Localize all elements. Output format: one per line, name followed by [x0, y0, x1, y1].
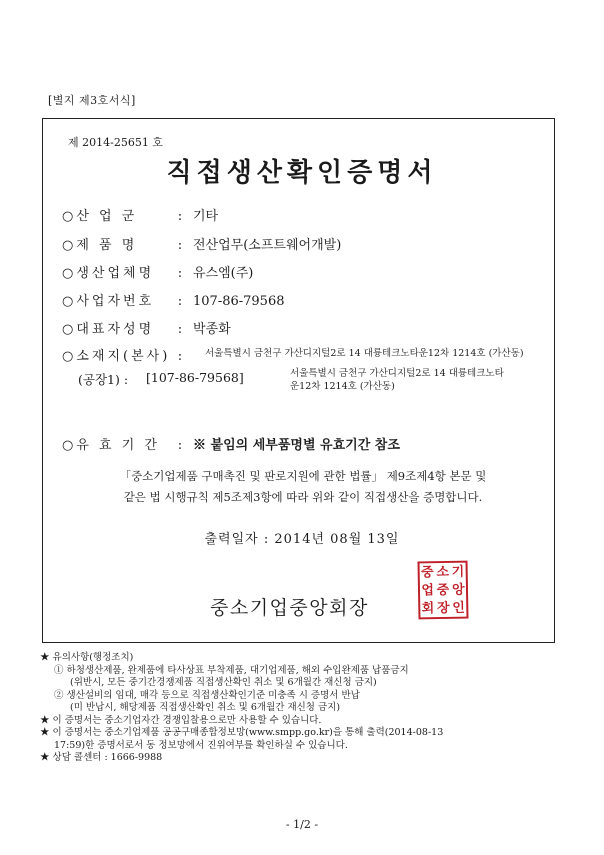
seal-char: 장 — [436, 600, 450, 616]
field-label: ○유 효 기 간 — [62, 438, 160, 453]
seal-char: 업 — [421, 582, 435, 598]
field-label: ○산 업 군 — [62, 209, 138, 224]
field-colon: : — [177, 238, 183, 253]
document-title: 직접생산확인증명서 — [166, 158, 438, 188]
field-colon: : — [177, 349, 183, 364]
field-value: 107-86-79568 — [193, 294, 285, 309]
field-business-number — [62, 290, 285, 309]
field-label: ○제 품 명 — [62, 238, 138, 253]
field-product — [62, 234, 341, 253]
statement-line2: 같은 법 시행규칙 제5조제3항에 따라 위와 같이 직접생산을 증명합니다. — [123, 490, 483, 504]
field-representative — [62, 318, 231, 337]
statement-line1: 「중소기업제품 구매촉진 및 판로지원에 관한 법률」 제9조제4항 본문 및 — [119, 469, 487, 483]
field-label: ○대표자성명 — [62, 322, 155, 337]
field-value: 전산업무(소프트웨어개발) — [193, 238, 342, 253]
field-colon: : — [177, 294, 183, 309]
official-seal — [417, 561, 468, 620]
issuing-organization: 중소기업중앙회장 — [210, 597, 369, 619]
issue-date: 출력일자 : 2014년 08월 13일 — [204, 532, 400, 547]
factory-label: (공장1) : — [78, 372, 129, 387]
field-validity — [62, 434, 400, 453]
hq-address: 서울특별시 금천구 가산디지털2로 14 대륭테크노타운12차 1214호 (가산동) — [205, 348, 524, 359]
seal-char: 중 — [420, 564, 434, 580]
field-label: ○사업자번호 — [62, 294, 155, 309]
note-line: (위반시, 모든 중기간경쟁제품 직접생산확인 취소 및 6개월간 재신청 금지) — [70, 677, 377, 688]
field-company — [62, 262, 253, 281]
field-colon: : — [177, 322, 183, 337]
field-value: 박종화 — [193, 322, 231, 337]
note-line: ② 생산설비의 임대, 매각 등으로 직접생산확인기준 미충족 시 증명서 반납 — [54, 689, 360, 701]
seal-char: 소 — [436, 564, 450, 580]
note-line: 17:59)한 증명서로서 동 정보망에서 진위여부를 확인하실 수 있습니다. — [54, 739, 348, 751]
seal-char: 인 — [452, 600, 466, 616]
seal-char: 기 — [451, 564, 465, 580]
note-line: ★ 이 증명서는 중소기업자간 경쟁입찰용으로만 사용할 수 있습니다. — [40, 714, 322, 726]
field-label: ○생산업체명 — [62, 266, 155, 281]
note-line: ① 하청생산제품, 완제품에 타사상표 부착제품, 대기업제품, 해외 수입완제품 납품금지 — [54, 664, 409, 676]
field-value: ※ 붙임의 세부품명별 유효기간 참조 — [193, 438, 400, 453]
seal-char: 앙 — [451, 582, 465, 598]
seal-char: 회 — [421, 600, 435, 616]
field-address — [62, 345, 193, 364]
notes-section — [40, 652, 570, 765]
field-industry — [62, 205, 218, 224]
factory-number: [107-86-79568] — [146, 370, 244, 385]
note-line: ★ 유의사항(행정조치) — [40, 652, 134, 663]
note-line: (미 반납시, 해당제품 직접생산확인 취소 및 6개월간 재신청 금지) — [70, 702, 341, 713]
field-value: 유스엠(주) — [193, 266, 254, 281]
seal-char: 중 — [436, 582, 450, 598]
field-colon: : — [177, 438, 183, 453]
field-label: ○소재지(본사) — [62, 349, 171, 364]
form-label: [별지 제3호서식] — [48, 94, 136, 107]
note-line: ★ 이 증명서는 중소기업제품 공공구매종합정보망(www.smpp.go.kr)을 통해 출력(2014-08-13 — [40, 727, 444, 738]
page-number: - 1/2 - — [285, 818, 319, 831]
field-colon: : — [177, 266, 183, 281]
factory-address-line2: 운12차 1214호 (가산동) — [290, 381, 395, 392]
factory-address-line1: 서울특별시 금천구 가산디지털2로 14 대륭테크노타 — [290, 368, 504, 379]
note-line: ★ 상담 콜센터 : 1666-9988 — [40, 752, 163, 763]
field-value: 기타 — [193, 209, 219, 224]
field-colon: : — [177, 209, 183, 224]
certificate-number: 제 2014-25651 호 — [68, 136, 163, 149]
